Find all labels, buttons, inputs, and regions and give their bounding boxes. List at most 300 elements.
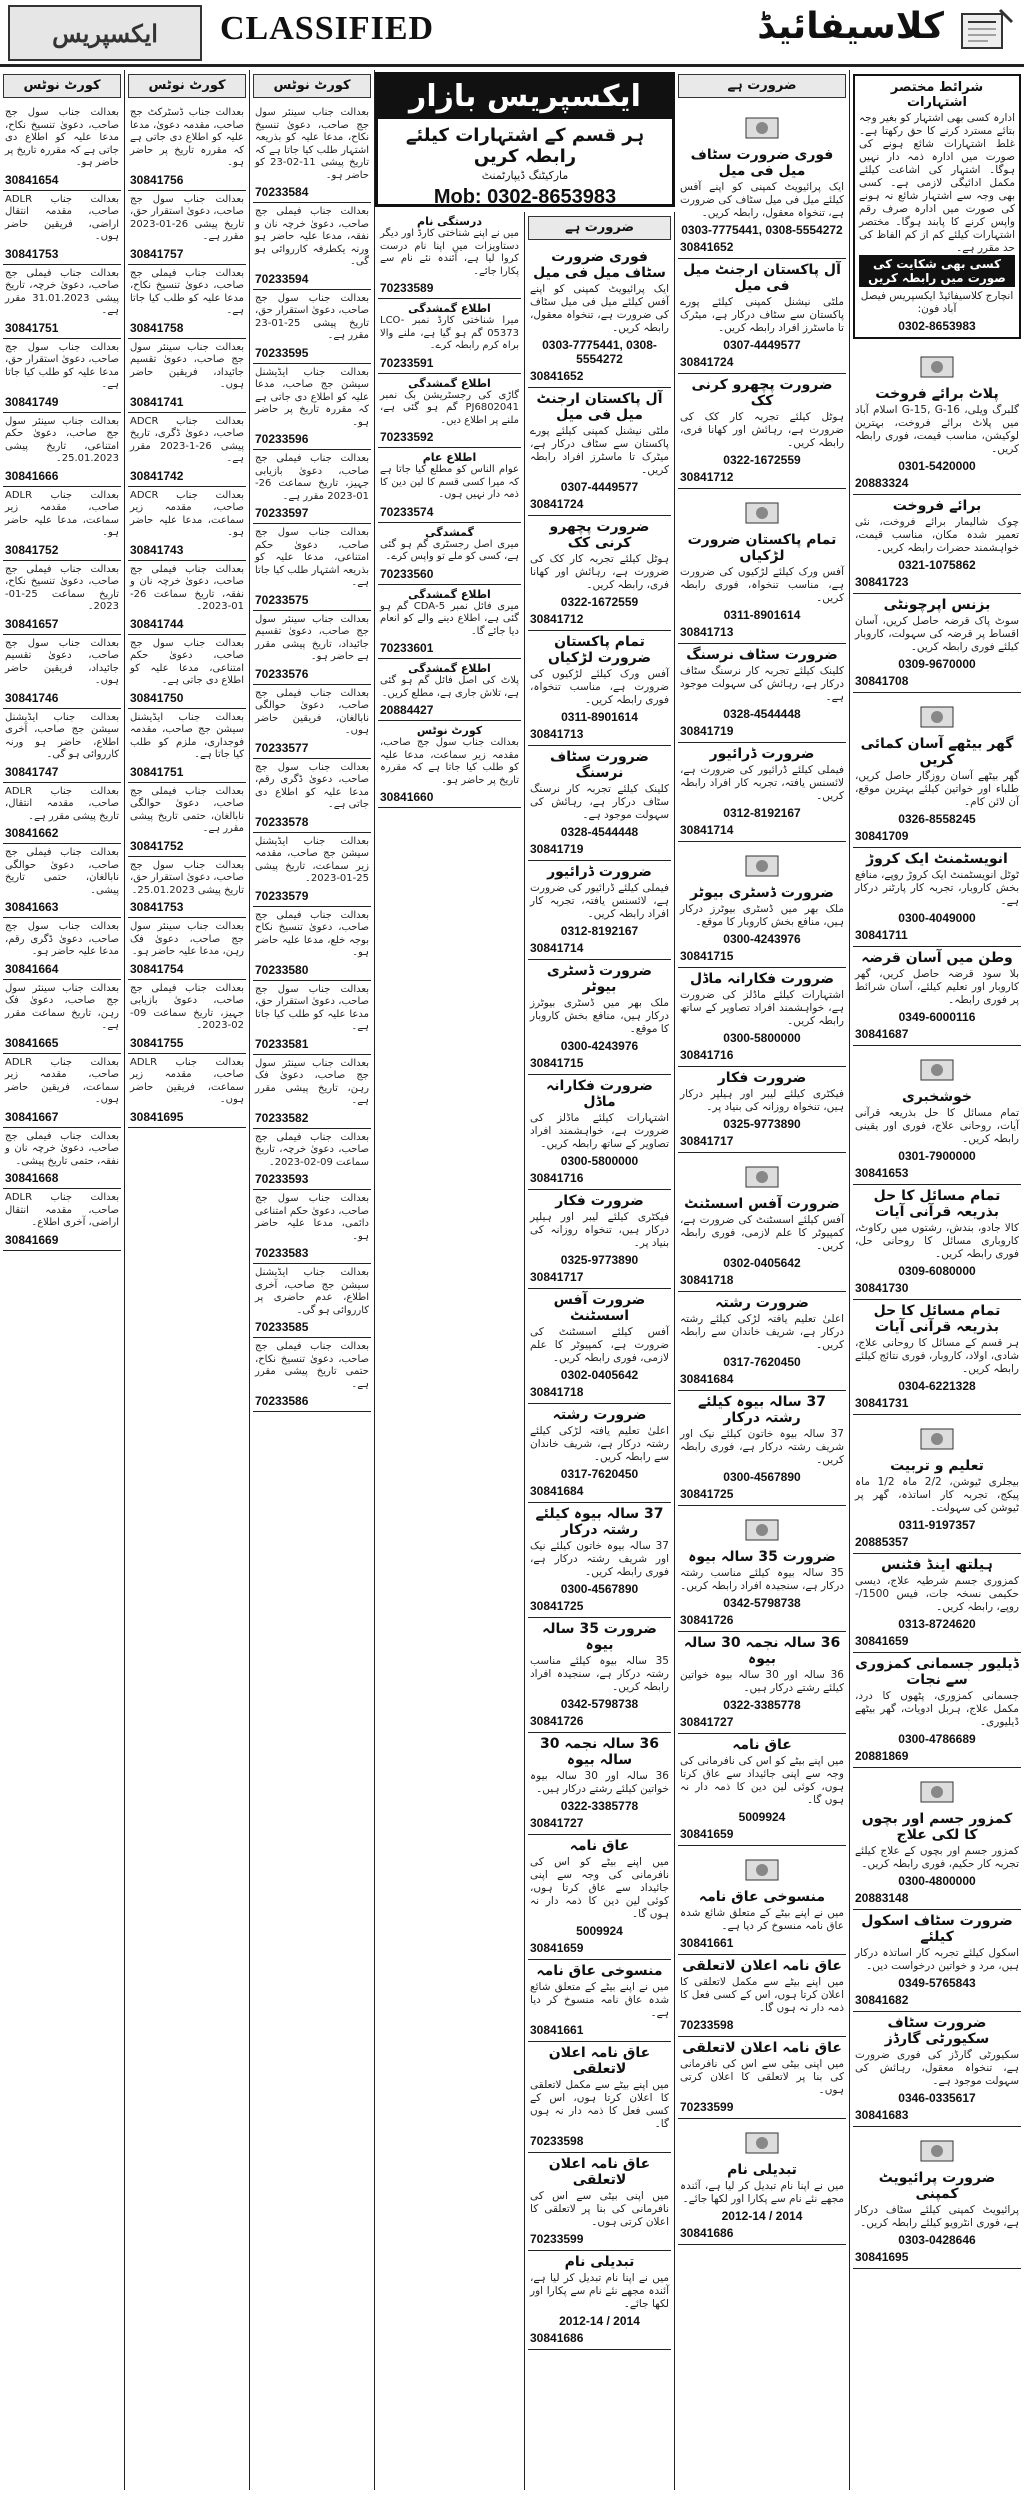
ad-title: فوری ضرورت سٹاف میل فی میل — [690, 147, 834, 179]
ad-phone[interactable]: 0312-8192167 — [723, 806, 801, 820]
notice-body: بعدالت جناب ADLR صاحب، مقدمہ انتقال، تاریخ پیشی مقرر ہے۔ — [5, 785, 119, 822]
ad-phone[interactable]: 0301-7900000 — [898, 1149, 976, 1163]
ad-reference-number: 30841717 — [530, 1270, 584, 1284]
notice-body: بعدالت جناب فیملی جج صاحب، دعویٰ حوالگی نابالغان، فریقین حاضر ہوں۔ — [255, 687, 369, 736]
ad-illustration-icon — [680, 848, 844, 882]
ad-phone[interactable]: 0303-7775441, 0308-5554272 — [681, 223, 843, 237]
ad-illustration-icon — [855, 1421, 1019, 1455]
ad-title: تبدیلی نام — [727, 2162, 797, 2178]
ad-phone[interactable]: 0311-8901614 — [561, 710, 638, 724]
ad-body: اسکول کیلئے تجربہ کار اساتذہ درکار ہیں، مرد و خواتین درخواست دیں۔ — [855, 1947, 1019, 1972]
notice-reference-number: 30841695 — [130, 1109, 184, 1124]
court-notice — [378, 374, 521, 449]
notice-body: بعدالت جناب ADLR صاحب، مقدمہ انتقال اراضی، آخری اطلاع۔ — [5, 1192, 119, 1228]
notice-reference-number: 30841757 — [130, 246, 184, 261]
classified-ad — [528, 1404, 671, 1503]
ad-title: ضرورت ڈسٹری بیوٹر — [546, 963, 653, 995]
ad-phone[interactable]: 0349-6000116 — [898, 1010, 976, 1024]
court-notice — [253, 1264, 371, 1338]
ad-reference-number: 30841725 — [530, 1599, 584, 1613]
ad-body: ملک بھر میں ڈسٹری بیوٹرز درکار ہیں، منافع بخش کاروبار کا موقع۔ — [530, 997, 669, 1035]
classified-ad — [528, 246, 671, 388]
ad-title: عاق نامہ اعلان لاتعلقی — [548, 2156, 651, 2188]
ad-body: چوک شالیمار برائے فروخت، نئی تعمیر شدہ مکان، مناسب قیمت، خواہشمند حضرات رابطہ کریں۔ — [855, 516, 1019, 554]
notice-reference-number: 70233595 — [255, 345, 309, 360]
court-notice — [128, 918, 246, 980]
ad-title: تمام مسائل کا حل بذریعہ قرآنی آیات — [873, 1303, 1001, 1335]
terms-body: ادارہ کسی بھی اشتہار کو بغیر وجہ بتائے مسترد کرنے کا حق رکھتا ہے۔ غلط اشتہارات شائع ہونے کی صورت میں ادارہ ذمہ دار نہیں ہوگا۔ اشتہار کی اشاعت کیلئے مکمل ادائیگی لازمی ہے۔ کسی بھی وجہ سے اشتہار شائع نہ ہونے کی صورت میں ادارہ صرف رقم واپس کرنے کا پابند ہوگا۔ مختصر اشتہارات کیلئے کم از کم الفاظ کی حد مقرر ہے۔ — [859, 112, 1015, 254]
notice-body: بعدالت جناب ایڈیشنل سیشن جج صاحب، مقدمہ زیر سماعت، تاریخ پیشی 25-01-2023۔ — [255, 835, 369, 884]
ad-reference-number: 30841730 — [855, 1281, 909, 1295]
ad-phone[interactable]: 0301-5420000 — [898, 459, 976, 473]
notice-title: درستگی نام — [417, 215, 482, 228]
ad-reference-number: 30841715 — [680, 949, 734, 963]
ad-reference-number: 70233598 — [680, 2018, 734, 2032]
ad-reference-number: 30841686 — [530, 2331, 584, 2345]
notice-body: بعدالت جناب ADLR صاحب، مقدمہ انتقال اراضی، فریقین حاضر ہوں۔ — [5, 193, 119, 242]
notice-reference-number: 70233579 — [255, 888, 309, 903]
court-notice — [253, 203, 371, 290]
ad-phone[interactable]: 0342-5798738 — [723, 1596, 801, 1610]
notice-body: بعدالت جناب فیملی جج صاحب، دعویٰ تنسیخ نکاح، تاریخ سماعت 25-01-2023۔ — [5, 563, 119, 612]
notice-body: بعدالت جناب سول جج صاحب، مقدمہ زیر سماعت، مدعا علیہ کو طلب کیا جاتا ہے کہ مقررہ تاریخ پر حاضر ہو۔ — [380, 737, 519, 786]
banner-tagline: ہر قسم کے اشتہارات کیلئے رابطہ کریں — [405, 125, 645, 167]
classified-ad — [528, 2153, 671, 2251]
ad-phone[interactable]: 0342-5798738 — [560, 1697, 639, 1711]
ad-phone[interactable]: 0322-3385778 — [560, 1799, 639, 1813]
ad-title: منسوخی عاق نامہ — [698, 1889, 826, 1905]
ad-illustration-icon — [855, 2133, 1019, 2167]
ad-title: 37 سالہ بیوہ کیلئے رشتہ درکار — [697, 1394, 827, 1426]
notice-body: بعدالت جناب سینئر سول جج صاحب، دعویٰ حکم امتناعی، تاریخ پیشی 25.01.2023۔ — [5, 415, 119, 464]
notice-reference-number: 70233583 — [255, 1246, 309, 1260]
notice-reference-number: 70233576 — [255, 666, 309, 681]
notice-reference-number: 70233582 — [255, 1110, 309, 1125]
notice-reference-number: 70233577 — [255, 740, 309, 755]
ad-title: برائے فروخت — [892, 498, 982, 514]
ad-reference-number: 30841716 — [680, 1048, 734, 1062]
ad-illustration-icon — [855, 1052, 1019, 1086]
classified-ad — [528, 388, 671, 516]
title-english: CLASSIFIED — [220, 10, 435, 47]
ad-body: میں نے اپنا نام تبدیل کر لیا ہے، آئندہ مجھے نئے نام سے پکارا اور لکھا جائے۔ — [530, 2272, 669, 2310]
column-jobs-lower — [525, 212, 675, 2490]
classified-ad — [853, 2012, 1021, 2127]
ad-title: ضرورت ڈسٹری بیوٹر — [690, 885, 834, 901]
notice-reference-number: 30841742 — [130, 468, 184, 483]
classified-ad — [853, 343, 1021, 495]
ad-title: ضرورت پچھرو کرنی کک — [549, 519, 650, 551]
notice-body: بعدالت جناب فیملی جج صاحب، دعویٰ خرچہ نان و نفقہ، حتمی تاریخ پیشی۔ — [5, 1130, 119, 1167]
court-notice — [3, 487, 121, 561]
ad-phone[interactable]: 0346-0335617 — [898, 2091, 976, 2105]
classified-ad — [853, 495, 1021, 594]
ad-phone[interactable]: 0300-4243976 — [560, 1039, 639, 1053]
ad-phone[interactable]: 5009924 — [576, 1924, 623, 1938]
ad-title: ڈیلیور جسمانی کمزوری سے نجات — [855, 1656, 1019, 1688]
notice-body: میری اصل رجسٹری گم ہو گئی ہے، کسی کو ملے تو واپس کرے۔ — [380, 538, 519, 562]
classified-ad — [678, 1955, 846, 2037]
ad-reference-number: 30841715 — [530, 1056, 584, 1070]
ad-phone[interactable]: 0313-8724620 — [898, 1617, 976, 1631]
classified-ad — [528, 2042, 671, 2153]
court-notice — [253, 685, 371, 759]
notice-reference-number: 30841657 — [5, 616, 59, 631]
notice-reference-number: 70233594 — [255, 271, 309, 286]
classified-ad — [678, 1506, 846, 1632]
ad-reference-number: 30841659 — [855, 1634, 909, 1648]
ad-title: 37 سالہ بیوہ کیلئے رشتہ درکار — [535, 1506, 664, 1538]
notice-body: پلاٹ کی اصل فائل گم ہو گئی ہے، تلاش جاری ہے، مطلع کریں۔ — [380, 675, 519, 699]
notice-reference-number: 70233580 — [255, 962, 309, 977]
notice-reference-number: 30841662 — [5, 826, 59, 840]
notice-reference-number: 30841665 — [5, 1035, 59, 1050]
notice-reference-number: 30841666 — [5, 468, 59, 483]
ad-phone[interactable]: 0326-8558245 — [898, 812, 976, 826]
ad-illustration-icon — [855, 1774, 1019, 1808]
ad-phone[interactable]: 0300-4567890 — [560, 1582, 639, 1596]
ad-title: ضرورت آفس اسسٹنٹ — [553, 1292, 646, 1324]
ad-reference-number: 30841723 — [855, 575, 909, 589]
notice-body: بعدالت جناب ADCR صاحب، مقدمہ زیر سماعت، مدعا علیہ حاضر ہو۔ — [130, 489, 244, 538]
ad-reference-number: 30841712 — [530, 612, 584, 626]
court-notice — [3, 635, 121, 709]
ad-body: ملک بھر میں ڈسٹری بیوٹرز درکار ہیں، منافع بخش کاروبار کا موقع۔ — [680, 903, 844, 928]
notice-reference-number: 70233592 — [380, 430, 434, 444]
notice-reference-number: 30841750 — [130, 690, 184, 705]
notice-body: بعدالت جناب فیملی جج صاحب، دعویٰ حوالگی نابالغان، حتمی تاریخ پیشی مقرر ہے۔ — [130, 785, 244, 834]
ad-body: اعلیٰ تعلیم یافتہ لڑکی کیلئے رشتہ درکار ہے، شریف خاندان سے رابطہ کریں۔ — [530, 1425, 669, 1463]
classified-ad — [678, 842, 846, 968]
notice-reference-number: 30841747 — [5, 764, 59, 779]
court-notice — [3, 980, 121, 1054]
title-urdu: کلاسیفائیڈ — [757, 6, 944, 47]
court-notice — [3, 104, 121, 191]
court-notice — [378, 721, 521, 808]
ad-body: تمام مسائل کا حل بذریعہ قرآنی آیات، روحانی علاج، فوری اور یقینی رابطہ کریں۔ — [855, 1107, 1019, 1145]
notice-body: بعدالت جناب فیملی جج صاحب، دعویٰ خرچہ، تاریخ سماعت 09-02-2023۔ — [255, 1131, 369, 1168]
notice-reference-number: 30841753 — [130, 900, 184, 914]
court-notice — [3, 1054, 121, 1128]
notice-body: بعدالت جناب سول جج صاحب، دعویٰ استقرار حق، تاریخ پیشی 25.01.2023۔ — [130, 859, 244, 896]
ad-phone[interactable]: 0311-8901614 — [723, 608, 801, 622]
ad-reference-number: 30841719 — [680, 724, 734, 738]
notice-body: بعدالت جناب سینئر سول جج صاحب، دعویٰ تقسیم جائیداد، فریقین حاضر ہوں۔ — [130, 341, 244, 390]
contact-phone[interactable]: 0302-8653983 — [898, 319, 976, 333]
ad-body: پرائیویٹ کمپنی کیلئے سٹاف درکار ہے، فوری انٹرویو کیلئے رابطہ کریں۔ — [855, 2204, 1019, 2229]
ad-phone[interactable]: 0300-5800000 — [560, 1154, 639, 1168]
ad-phone[interactable]: 0328-4544448 — [723, 707, 801, 721]
ad-title: ضرورت سٹاف اسکول کیلئے — [861, 1913, 1013, 1945]
classified-ad — [528, 1835, 671, 1960]
court-notice — [128, 709, 246, 783]
ad-phone[interactable]: 0309-6080000 — [898, 1264, 976, 1278]
notice-reference-number: 70233581 — [255, 1036, 309, 1051]
notice-reference-number: 30841669 — [5, 1232, 59, 1247]
court-notice — [253, 833, 371, 907]
ad-title: گھر بیٹھے آسان کمائی کریں — [860, 736, 1014, 768]
express-bazaar-banner — [375, 72, 675, 207]
ad-body: فیکٹری کیلئے لیبر اور ہیلپر درکار ہیں، تنخواہ روزانہ کی بنیاد پر۔ — [680, 1088, 844, 1113]
ad-title: عاق نامہ — [732, 1737, 792, 1753]
notice-reference-number: 70233589 — [380, 281, 434, 295]
ad-title: عاق نامہ — [569, 1838, 630, 1854]
court-notice — [378, 585, 521, 660]
ad-title: وطن میں آسان قرضہ — [861, 950, 1013, 966]
court-notice — [378, 299, 521, 374]
ad-body: کمزوری جسم شرطیہ علاج، دیسی حکیمی نسخہ جات، فیس 1500/- روپے، رابطہ کریں۔ — [855, 1575, 1019, 1613]
ad-body: جسمانی کمزوری، پٹھوں کا درد، مکمل علاج، ہربل ادویات، گھر بیٹھے ڈیلیوری۔ — [855, 1690, 1019, 1728]
ad-reference-number: 30841682 — [855, 1993, 909, 2007]
classified-ad — [528, 960, 671, 1075]
classified-ad — [678, 1734, 846, 1846]
court-notice — [128, 265, 246, 339]
classified-ad — [678, 2037, 846, 2119]
court-notice — [3, 918, 121, 980]
notice-title: اطلاع گمشدگی — [408, 302, 491, 315]
ad-reference-number: 30841714 — [530, 941, 584, 955]
notice-body: بعدالت جناب سینئر سول جج صاحب، دعویٰ فک رہن، تاریخ پیشی مقرر ہے۔ — [255, 1057, 369, 1106]
notice-body: بعدالت جناب فیملی جج صاحب، دعویٰ بازیابی جہیز، تاریخ سماعت 09-02-2023۔ — [130, 982, 244, 1031]
ad-body: بیجلری ٹیوشن، 2/2 ماہ 1/2 ماہ پیکج، تجربہ کار اساتذہ، گھر پر ٹیوشن کی سہولت۔ — [855, 1476, 1019, 1514]
ad-phone[interactable]: 0300-5800000 — [723, 1031, 801, 1045]
ad-phone[interactable]: 0349-5765843 — [898, 1976, 976, 1990]
ad-phone[interactable]: 2012-14 / 2014 — [721, 2209, 803, 2223]
notice-body: بعدالت جناب سینئر سول جج صاحب، دعویٰ تقسیم جائیداد، تاریخ پیشی مقرر ہے حاضر ہو۔ — [255, 613, 369, 662]
ad-reference-number: 30841714 — [680, 823, 734, 837]
classified-ad — [678, 1292, 846, 1391]
ad-reference-number: 30841687 — [855, 1027, 909, 1041]
classified-ad — [678, 1846, 846, 1955]
ad-reference-number: 30841659 — [530, 1941, 584, 1955]
ad-reference-number: 30841661 — [680, 1936, 734, 1950]
ad-body: میں نے اپنے بیٹے کے متعلق شائع شدہ عاق نامہ منسوخ کر دیا ہے۔ — [530, 1981, 669, 2019]
ad-body: 35 سالہ بیوہ کیلئے مناسب رشتہ درکار ہے، سنجیدہ افراد رابطہ کریں۔ — [530, 1655, 669, 1693]
ad-illustration-icon — [680, 1852, 844, 1886]
ad-phone[interactable]: 0300-4049000 — [898, 911, 976, 925]
notice-title: اطلاع گمشدگی — [408, 662, 491, 675]
complaint-note: کسی بھی شکایت کی صورت میں رابطہ کریں — [859, 255, 1015, 287]
column-court-1 — [0, 70, 125, 2490]
ad-reference-number: 30841726 — [680, 1613, 734, 1627]
notice-reference-number: 70233585 — [255, 1320, 309, 1334]
ad-phone[interactable]: 0311-9197357 — [898, 1518, 976, 1532]
ad-title: منسوخی عاق نامہ — [536, 1963, 663, 1979]
notice-reference-number: 30841756 — [130, 172, 184, 187]
notice-body: گاڑی کی رجسٹریشن بک نمبر PJ6802041 گم ہو گئی ہے، ملنے پر اطلاع دیں۔ — [380, 389, 519, 426]
ad-body: فیملی کیلئے ڈرائیور کی ضرورت ہے، لائسنس یافتہ، تجربہ کار افراد رابطہ کریں۔ — [530, 882, 669, 920]
court-notice — [378, 523, 521, 585]
notice-body: بعدالت جناب فیملی جج صاحب، دعویٰ خرچہ نان و نفقہ، مدعا علیہ حاضر ہو ورنہ یکطرفہ کارروائی ہو گی۔ — [255, 206, 369, 267]
ad-reference-number: 30841695 — [855, 2250, 909, 2264]
notice-reference-number: 70233597 — [255, 506, 309, 520]
notice-reference-number: 70233593 — [255, 1172, 309, 1186]
ad-phone[interactable]: 2012-14 / 2014 — [559, 2314, 640, 2328]
classified-ad — [528, 1503, 671, 1618]
ad-title: ضرورت سٹاف سکیورٹی گارڈز — [884, 2015, 990, 2047]
court-notice — [253, 981, 371, 1055]
ad-title: ضرورت 35 سالہ بیوہ — [542, 1621, 657, 1653]
court-notice — [3, 561, 121, 635]
court-notice — [253, 364, 371, 451]
ad-phone[interactable]: 0321-1075862 — [898, 558, 976, 572]
ad-phone[interactable]: 0303-0428646 — [898, 2233, 976, 2247]
notice-title: اطلاع گمشدگی — [408, 376, 491, 390]
notice-body: بعدالت جناب ADLR صاحب، مقدمہ زیر سماعت، مدعا علیہ حاضر ہو۔ — [5, 489, 119, 538]
ad-reference-number: 30841661 — [530, 2023, 584, 2037]
ad-illustration-icon — [680, 2125, 844, 2159]
classified-ad — [528, 1618, 671, 1733]
ad-phone[interactable]: 0322-1672559 — [560, 595, 639, 609]
notice-reference-number: 30841744 — [130, 616, 184, 631]
ad-reference-number: 30841724 — [530, 497, 584, 511]
ad-phone[interactable]: 0322-3385778 — [723, 1698, 801, 1712]
ad-reference-number: 20883324 — [855, 476, 909, 490]
column-jobs — [675, 70, 850, 2490]
notice-body: بعدالت جناب سول جج صاحب، دعویٰ استقرار حق، تاریخ پیشی 25-01-23 مقرر ہے۔ — [255, 292, 369, 341]
notice-body: بعدالت جناب سول جج صاحب، دعویٰ حکم امتناعی، مدعا علیہ کو اطلاع دی جاتی ہے۔ — [130, 637, 244, 686]
classified-ad — [853, 1554, 1021, 1653]
ad-phone[interactable]: 0312-8192167 — [560, 924, 639, 938]
classified-ad — [528, 1289, 671, 1404]
notice-reference-number: 30841749 — [5, 394, 59, 409]
notice-title: کورٹ نوٹس — [416, 724, 483, 737]
ad-reference-number: 30841709 — [855, 829, 909, 843]
ad-body: میں اپنے بیٹے کو اس کی نافرمانی کی وجہ سے اپنی جائیداد سے عاق کرتا ہوں، کوئی لین دین کا ذمہ دار نہ ہوں گا۔ — [530, 1856, 669, 1920]
classified-ad — [678, 1632, 846, 1734]
ad-phone[interactable]: 0303-7775441, 0308-5554272 — [542, 338, 657, 366]
ad-phone[interactable]: 0325-9773890 — [723, 1117, 801, 1131]
ad-body: گھر بیٹھے آسان روزگار حاصل کریں، طلباء اور خواتین کیلئے بہترین موقع، آن لائن کام۔ — [855, 770, 1019, 808]
ad-phone[interactable]: 0307-4449577 — [723, 338, 801, 352]
ad-title: ضرورت آفس اسسٹنٹ — [684, 1196, 840, 1212]
ad-phone[interactable]: 0322-1672559 — [723, 453, 801, 467]
ad-phone[interactable]: 0300-4786689 — [898, 1732, 976, 1746]
ad-reference-number: 30841716 — [530, 1171, 584, 1185]
court-notice — [378, 448, 521, 523]
notice-body: بعدالت جناب فیملی جج صاحب، دعویٰ خرچہ نان و نفقہ، تاریخ سماعت 26-01-2023۔ — [130, 563, 244, 612]
column-header: ضرورت ہے — [678, 74, 846, 98]
ad-reference-number: 20883148 — [855, 1891, 909, 1905]
ad-phone[interactable]: 0309-9670000 — [898, 657, 976, 671]
ad-phone[interactable]: 0300-4243976 — [723, 932, 801, 946]
ad-phone[interactable]: 0302-0405642 — [560, 1368, 639, 1382]
ad-reference-number: 30841718 — [530, 1385, 584, 1399]
court-notice — [128, 487, 246, 561]
notice-body: بعدالت جناب سینئر سول جج صاحب، دعویٰ فک رہن، تاریخ سماعت مقرر ہے۔ — [5, 982, 119, 1031]
banner-title: ایکسپریس بازار — [378, 75, 672, 119]
classified-ad — [678, 1391, 846, 1506]
ad-body: ملٹی نیشنل کمپنی کیلئے پورے پاکستان سے سٹاف درکار ہے، میٹرک تا ماسٹرز افراد رابطہ کریں۔ — [530, 425, 669, 476]
ad-phone[interactable]: 0300-4800000 — [898, 1874, 976, 1888]
ad-body: سکیورٹی گارڈز کی فوری ضرورت ہے، تنخواہ معقول، رہائش کی سہولت موجود ہے۔ — [855, 2049, 1019, 2087]
ad-reference-number: 30841713 — [530, 727, 584, 741]
court-notice — [128, 191, 246, 265]
column-header: ضرورت ہے — [528, 216, 671, 240]
ad-reference-number: 70233599 — [680, 2100, 734, 2114]
ad-phone[interactable]: 0317-7620450 — [560, 1467, 639, 1481]
court-notice — [253, 524, 371, 611]
ad-phone[interactable]: 0307-4449577 — [560, 480, 639, 494]
ad-body: فیملی کیلئے ڈرائیور کی ضرورت ہے، لائسنس یافتہ، تجربہ کار افراد رابطہ کریں۔ — [680, 764, 844, 802]
ad-body: ہوٹل کیلئے تجربہ کار کک کی ضرورت ہے، رہائش اور کھانا فری، رابطہ کریں۔ — [680, 411, 844, 449]
notice-reference-number: 70233560 — [380, 566, 434, 581]
contact-label: انچارج کلاسیفائیڈ ایکسپریس فیصل آباد فون: — [860, 290, 1014, 315]
ad-reference-number: 30841711 — [855, 928, 908, 942]
notice-title: گمشدگی — [425, 525, 474, 539]
notice-reference-number: 30841668 — [5, 1171, 59, 1185]
notice-reference-number: 70233575 — [255, 592, 309, 607]
ad-body: آفس ورک کیلئے لڑکیوں کی ضرورت ہے، مناسب تنخواہ، فوری رابطہ کریں۔ — [680, 566, 844, 604]
court-notice — [253, 104, 371, 203]
classified-ad — [853, 1185, 1021, 1300]
notice-body: بعدالت جناب سول جج صاحب، دعویٰ استقرار حق، مدعا علیہ کو طلب کیا جاتا ہے۔ — [255, 983, 369, 1032]
notice-reference-number: 70233584 — [255, 185, 309, 199]
notice-reference-number: 30841751 — [5, 320, 59, 335]
ad-body: ٹوٹل انویسٹمنٹ ایک کروڑ روپے، منافع بخش کاروبار، تجربہ کار پارٹنر درکار ہے۔ — [855, 869, 1019, 907]
notice-reference-number: 30841746 — [5, 690, 59, 705]
ad-phone[interactable]: 0328-4544448 — [560, 825, 639, 839]
ad-phone[interactable]: 0302-0405642 — [723, 1256, 801, 1270]
notice-body: میں نے اپنے شناختی کارڈ اور دیگر دستاویزات میں اپنا نام درست کروا لیا ہے، آئندہ نئے نام سے پکارا جائے۔ — [380, 228, 519, 277]
classified-ad — [678, 1153, 846, 1292]
notice-reference-number: 30841755 — [130, 1035, 184, 1050]
ad-reference-number: 30841727 — [680, 1715, 734, 1729]
ad-body: میں اپنے بیٹے کو اس کی نافرمانی کی وجہ سے اپنی جائیداد سے عاق کرتا ہوں، کوئی لین دین کا ذمہ دار نہ ہوں گا۔ — [680, 1755, 844, 1806]
classified-ad — [678, 644, 846, 743]
notice-body: بعدالت جناب سول جج صاحب، دعویٰ استقرار حق، تاریخ پیشی 26-01-2023 مقرر ہے۔ — [130, 193, 244, 242]
ad-title: ضرورت فکار — [555, 1193, 644, 1209]
ad-phone[interactable]: 0304-6221328 — [898, 1379, 976, 1393]
ad-title: ضرورت رشتہ — [552, 1407, 647, 1423]
classified-ad — [853, 1415, 1021, 1554]
ad-reference-number: 30841686 — [680, 2226, 734, 2240]
notice-body: بعدالت جناب فیملی جج صاحب، دعویٰ خرچہ، تاریخ پیشی 31.01.2023 مقرر ہے۔ — [5, 267, 119, 316]
court-notice — [128, 1054, 246, 1128]
ad-body: اشتہارات کیلئے ماڈلز کی ضرورت ہے، خواہشمند افراد تصاویر کے ساتھ رابطہ کریں۔ — [530, 1112, 669, 1150]
ad-phone[interactable]: 0325-9773890 — [560, 1253, 639, 1267]
notice-reference-number: 70233596 — [255, 432, 309, 446]
ad-body: اعلیٰ تعلیم یافتہ لڑکی کیلئے رشتہ درکار ہے، شریف خاندان سے رابطہ کریں۔ — [680, 1313, 844, 1351]
notice-body: بعدالت جناب سول جج صاحب، دعویٰ حکم امتناعی، مدعا علیہ کو بذریعہ اشتہار طلب کیا جاتا ہے۔ — [255, 527, 369, 588]
ad-reference-number: 30841659 — [680, 1827, 734, 1841]
ad-body: سوٹ پاک قرضہ حاصل کریں، آسان اقساط پر قرضہ کی سہولت، کاروبار کیلئے فوری رابطہ کریں۔ — [855, 615, 1019, 653]
ad-reference-number: 30841717 — [680, 1134, 734, 1148]
ad-phone[interactable]: 0300-4567890 — [723, 1470, 801, 1484]
ad-body: ہوٹل کیلئے تجربہ کار کک کی ضرورت ہے، رہائش اور کھانا فری، رابطہ کریں۔ — [530, 553, 669, 591]
notice-reference-number: 30841743 — [130, 542, 184, 557]
classified-ad — [528, 1960, 671, 2042]
ad-reference-number: 30841653 — [855, 1166, 909, 1180]
ad-body: میں اپنی بیٹی سے اس کی نافرمانی کی بنا پر لاتعلقی کا اعلان کرتی ہوں۔ — [680, 2058, 844, 2096]
ad-title: پلاٹ برائے فروخت — [875, 386, 999, 402]
ad-phone[interactable]: 5009924 — [738, 1810, 786, 1824]
ad-body: ہر قسم کے مسائل کا روحانی علاج، شادی، اولاد، کاروبار، فوری نتائج کیلئے رابطہ کریں۔ — [855, 1337, 1019, 1375]
classified-ad — [678, 968, 846, 1067]
ad-reference-number: 30841708 — [855, 674, 909, 688]
banner-mobile[interactable]: Mob: 0302-8653983 — [433, 186, 617, 208]
ad-reference-number: 30841718 — [680, 1273, 734, 1287]
notice-body: بعدالت جناب فیملی جج صاحب، دعویٰ تنسیخ نکاح بوجہ خلع، مدعا علیہ حاضر ہو۔ — [255, 909, 369, 958]
court-notice — [128, 980, 246, 1054]
classified-ad — [853, 2127, 1021, 2269]
ad-reference-number: 70233599 — [530, 2232, 584, 2246]
court-notice — [3, 265, 121, 339]
ad-phone[interactable]: 0317-7620450 — [723, 1355, 801, 1369]
court-notice — [128, 635, 246, 709]
notice-reference-number: 30841667 — [5, 1109, 59, 1124]
classified-ad — [678, 489, 846, 644]
